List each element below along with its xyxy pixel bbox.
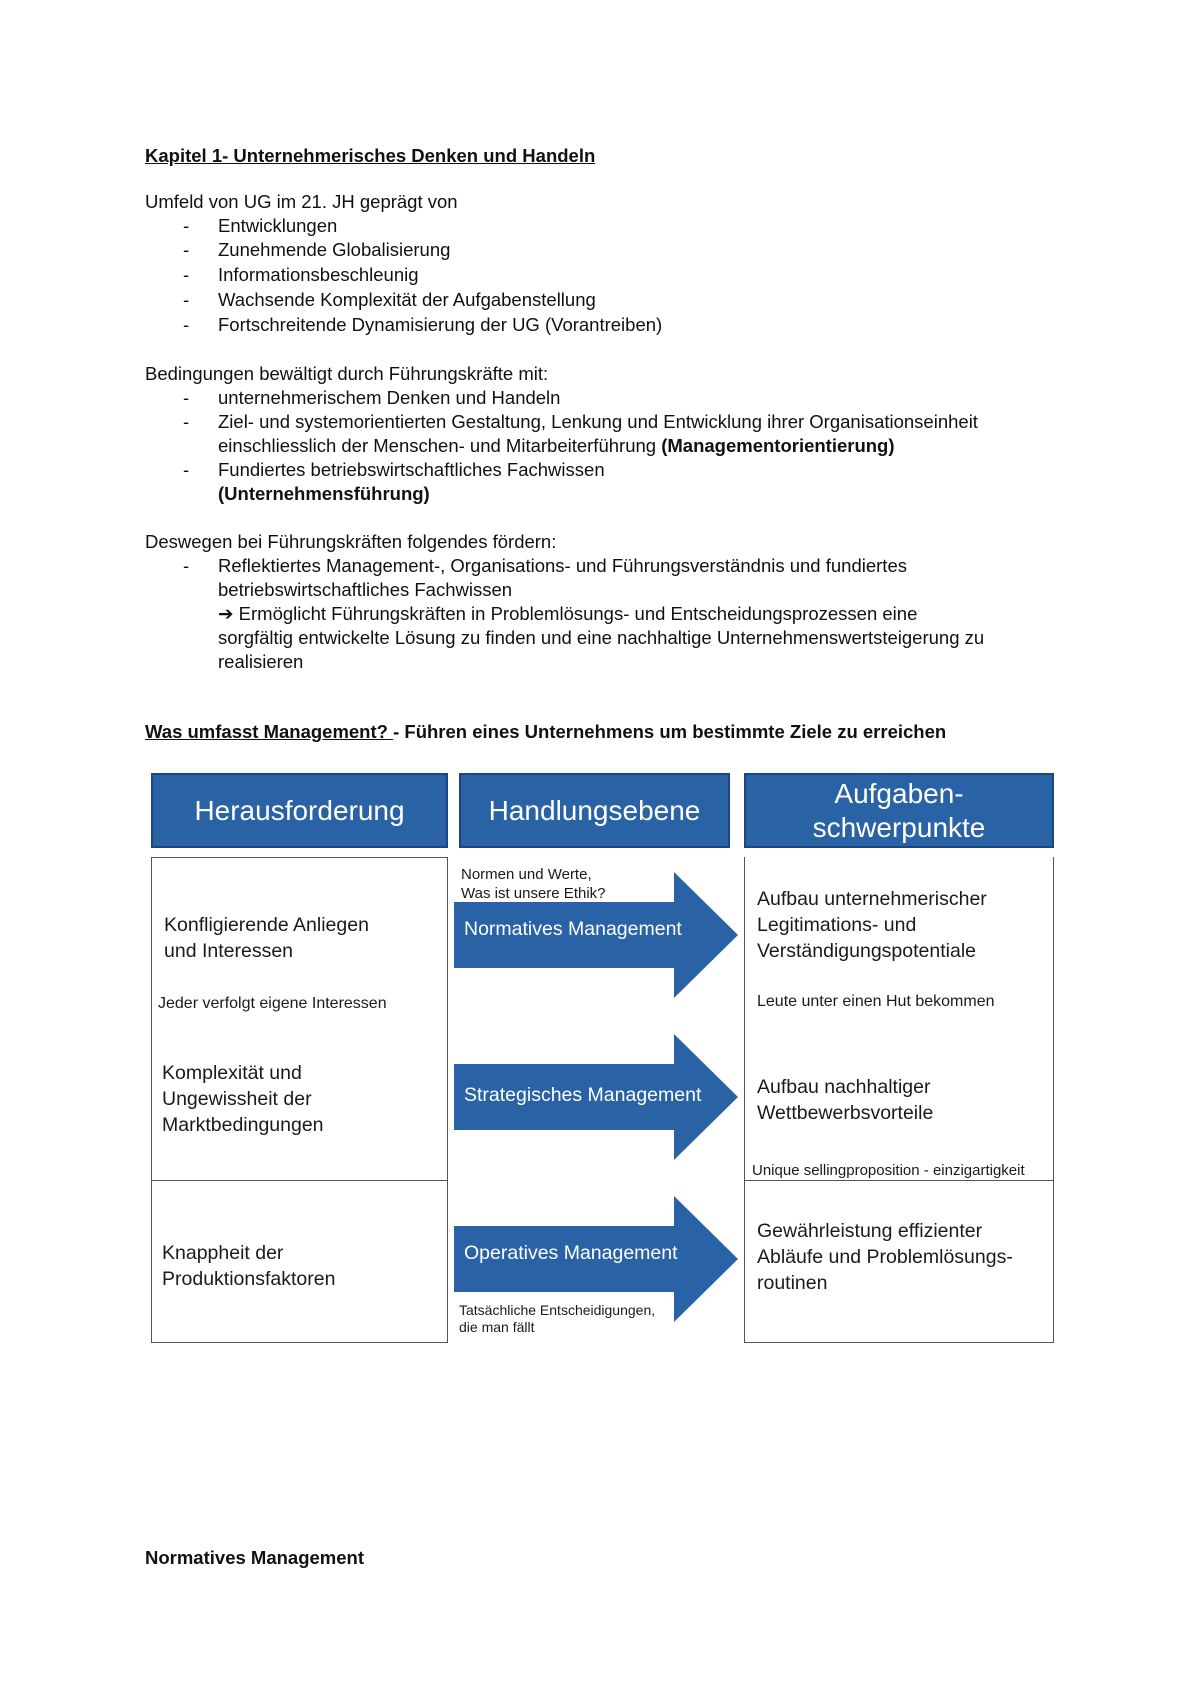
task-text: routinen xyxy=(757,1272,828,1294)
chapter-title: Kapitel 1- Unternehmerisches Denken und Handeln xyxy=(145,145,596,166)
header-label: Handlungsebene xyxy=(488,794,701,826)
task-note: Unique sellingproposition - einzigartigkeit xyxy=(752,1162,1025,1179)
management-question: Was umfasst Management? xyxy=(145,721,394,742)
management-answer: - Führen eines Unternehmens um bestimmte Ziele zu erreichen xyxy=(393,721,947,742)
header-label: Aufgaben- xyxy=(834,777,964,809)
bullet-dash: - xyxy=(183,215,190,236)
task-text: Aufbau unternehmerischer xyxy=(757,888,987,910)
list-item: Fundiertes betriebswirtschaftliches Fachwissen xyxy=(218,459,605,480)
challenge-text: Ungewissheit der xyxy=(162,1088,312,1110)
challenge-text: und Interessen xyxy=(164,940,294,962)
list-item: Ziel- und systemorientierten Gestaltung, Lenkung und Entwicklung ihrer Organisationseinheit xyxy=(218,411,978,432)
list-item: Fortschreitende Dynamisierung der UG (Vorantreiben) xyxy=(218,314,663,335)
challenge-note: Jeder verfolgt eigene Interessen xyxy=(158,995,387,1012)
management-heading xyxy=(145,720,946,744)
list-item: unternehmerischem Denken und Handeln xyxy=(218,387,561,408)
section-heading: Normatives Management xyxy=(145,1547,364,1568)
list-item-continued xyxy=(218,434,895,458)
bullet-dash: - xyxy=(183,239,190,260)
level-note: die man fällt xyxy=(459,1319,538,1336)
level-note: Tatsächliche Entscheidigungen, xyxy=(459,1302,659,1319)
list-item: Zunehmende Globalisierung xyxy=(218,239,451,260)
bullet-dash: - xyxy=(183,459,190,480)
emphasis-text: (Managementorientierung) xyxy=(661,435,895,456)
challenge-text: Komplexität und xyxy=(162,1062,302,1084)
task-text: Verständigungspotentiale xyxy=(757,940,977,962)
list-item: Wachsende Komplexität der Aufgabenstellung xyxy=(218,289,596,310)
task-text: Legitimations- und xyxy=(757,914,917,936)
header-handlungsebene xyxy=(459,773,730,848)
list-item-continued: betriebswirtschaftliches Fachwissen xyxy=(218,579,513,600)
level-label: Operatives Management xyxy=(464,1242,678,1264)
bullet-dash: - xyxy=(183,387,190,408)
result-line: realisieren xyxy=(218,651,304,672)
task-text: Aufbau nachhaltiger xyxy=(757,1076,931,1098)
list-item-text: einschliesslich der Menschen- und Mitarbeiterführung xyxy=(218,435,662,456)
level-note: Normen und Werte, xyxy=(461,866,592,883)
task-note: Leute unter einen Hut bekommen xyxy=(757,993,995,1010)
header-label: schwerpunkte xyxy=(812,811,986,843)
list-item: Entwicklungen xyxy=(218,215,338,236)
emphasis-text: (Unternehmensführung) xyxy=(218,483,430,504)
level-label: Strategisches Management xyxy=(464,1084,702,1106)
challenge-text: Konfligierende Anliegen xyxy=(164,914,369,936)
header-herausforderung xyxy=(151,773,448,848)
list-item: Reflektiertes Management-, Organisations- und Führungsverständnis und fundiertes xyxy=(218,555,907,576)
list-item: Informationsbeschleunig xyxy=(218,264,419,285)
header-label: Herausforderung xyxy=(194,794,405,826)
deswegen-intro: Deswegen bei Führungskräften folgendes fördern: xyxy=(145,531,557,552)
task-text: Gewährleistung effizienter xyxy=(757,1220,983,1242)
task-text: Abläufe und Problemlösungs- xyxy=(757,1246,1013,1268)
arrow-strategisches-management xyxy=(454,1034,738,1160)
bullet-dash: - xyxy=(183,289,190,310)
right-arrow-icon: ➔ xyxy=(218,603,234,624)
task-text: Wettbewerbsvorteile xyxy=(757,1102,934,1124)
result-text: Ermöglicht Führungskräften in Problemlösungs- und Entscheidungsprozessen eine xyxy=(233,603,918,624)
result-line: sorgfältig entwickelte Lösung zu finden und eine nachhaltige Unternehmenswertsteigerung zu xyxy=(218,627,985,648)
arrow-normatives-management xyxy=(454,872,738,998)
bullet-dash: - xyxy=(183,555,190,576)
bullet-dash: - xyxy=(183,314,190,335)
level-label: Normatives Management xyxy=(464,918,682,940)
bedingungen-intro: Bedingungen bewältigt durch Führungskräfte mit: xyxy=(145,363,549,384)
header-aufgabenschwerpunkte xyxy=(744,773,1054,848)
task-divider xyxy=(744,1180,1054,1181)
bullet-dash: - xyxy=(183,264,190,285)
level-note: Was ist unsere Ethik? xyxy=(461,885,606,902)
bullet-dash: - xyxy=(183,411,190,432)
challenge-text: Marktbedingungen xyxy=(162,1114,324,1136)
challenge-text: Knappheit der xyxy=(162,1242,284,1264)
challenge-text: Produktionsfaktoren xyxy=(162,1268,336,1290)
result-line xyxy=(218,602,917,626)
umfeld-intro: Umfeld von UG im 21. JH geprägt von xyxy=(145,191,458,212)
